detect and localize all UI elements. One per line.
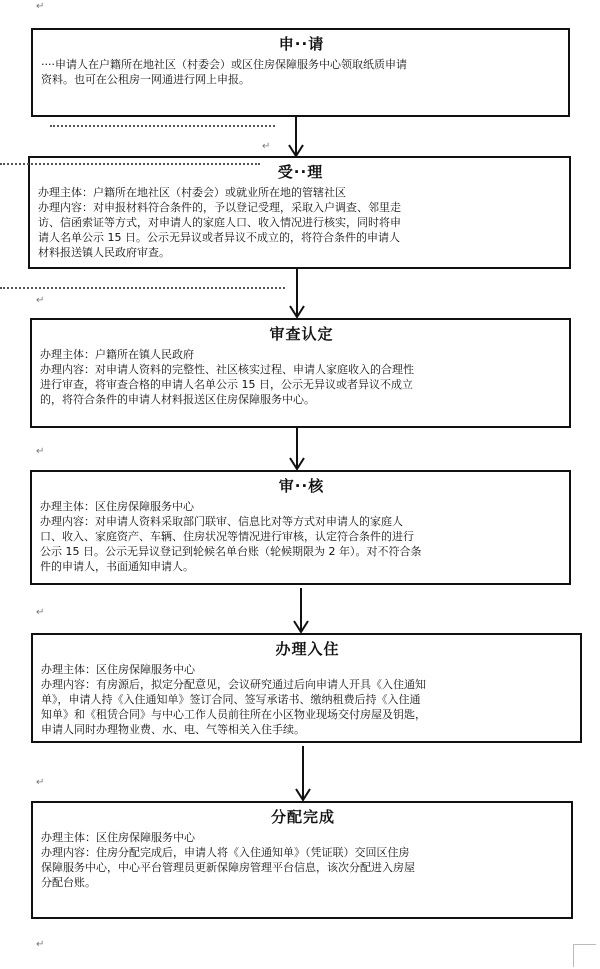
step-box-complete	[31, 801, 573, 919]
step-text-line: 办理主体：区住房保障服务中心	[41, 663, 195, 676]
down-arrow-icon	[288, 269, 306, 318]
step-text-line: 进行审查，将审查合格的申请人名单公示 15 日，公示无异议或者异议不成立	[40, 378, 413, 391]
step-text-line: 件的申请人，书面通知申请人。	[40, 560, 194, 573]
dotted-separator	[0, 163, 260, 165]
step-text-line: 分配台账。	[41, 876, 96, 889]
paragraph-mark-icon: ↵	[262, 141, 271, 152]
step-text-line: 请人名单公示 15 日。公示无异议或者异议不成立的，将符合条件的申请人	[38, 231, 400, 244]
step-title-apply: 申··请	[278, 35, 325, 53]
paragraph-mark-icon: ↵	[36, 1, 45, 12]
step-text-line: 资料。也可在公租房一网通进行网上申报。	[41, 73, 250, 86]
step-text-line: 材料报送镇人民政府审查。	[38, 246, 170, 259]
paragraph-mark-icon: ↵	[36, 607, 45, 618]
step-box-accept	[28, 156, 571, 269]
step-text-line: 办理内容：对申报材料符合条件的，予以登记受理，采取入户调查、邻里走	[38, 201, 401, 214]
down-arrow-icon	[292, 588, 310, 633]
step-text-line: 办理主体：户籍所在镇人民政府	[40, 348, 194, 361]
step-title-audit: 审··核	[278, 477, 325, 495]
step-text-line: 办理内容：对申请人资料采取部门联审、信息比对等方式对申请人的家庭人	[40, 515, 403, 528]
step-text-line: ····申请人在户籍所在地社区（村委会）或区住房保障服务中心领取纸质申请	[41, 58, 407, 71]
step-text-line: 办理主体：区住房保障服务中心	[40, 500, 194, 513]
paragraph-mark-icon: ↵	[36, 446, 45, 457]
step-box-apply	[31, 28, 570, 117]
step-title-complete: 分配完成	[270, 808, 335, 826]
step-text-line: 访、信函索证等方式，对申请人的家庭人口、收入情况进行核实，同时将申	[38, 216, 401, 229]
step-text-line: 口、收入、家庭资产、车辆、住房状况等情况进行审核，认定符合条件的进行	[40, 530, 414, 543]
paragraph-mark-icon: ↵	[36, 777, 45, 788]
step-text-line: 办理主体：区住房保障服务中心	[41, 831, 195, 844]
step-text-line: 公示 15 日。公示无异议登记到轮候名单台账（轮候期限为 2 年）。对不符合条	[40, 545, 422, 558]
step-text-line: 保障服务中心，中心平台管理员更新保障房管理平台信息，该次分配进入房屋	[41, 861, 415, 874]
step-text-line: 单》，申请人持《入住通知单》签订合同、签写承诺书、缴纳租费后持《入住通	[41, 693, 421, 706]
step-box-checkin	[31, 633, 582, 743]
step-text-line: 的，将符合条件的申请人材料报送区住房保障服务中心。	[40, 393, 315, 406]
step-text-line: 办理内容：有房源后，拟定分配意见，会议研究通过后向申请人开具《入住通知	[41, 678, 426, 691]
step-title-review: 审查认定	[269, 325, 334, 343]
down-arrow-icon	[288, 428, 306, 470]
step-text-line: 知单》和《租赁合同》与中心工作人员前往所在小区物业现场交付房屋及钥匙，	[41, 708, 426, 721]
paragraph-mark-icon: ↵	[36, 939, 45, 950]
dotted-separator	[50, 125, 275, 127]
paragraph-mark-icon: ↵	[36, 295, 45, 306]
step-text-line: 申请人同时办理物业费、水、电、气等相关入住手续。	[41, 723, 305, 736]
step-box-review	[30, 318, 571, 428]
dotted-separator	[0, 287, 285, 289]
step-text-line: 办理内容：住房分配完成后，申请人将《入住通知单》（凭证联）交回区住房	[41, 846, 410, 859]
step-title-checkin: 办理入住	[275, 640, 340, 658]
step-box-audit	[30, 470, 571, 585]
step-text-line: 办理内容：对申请人资料的完整性、社区核实过程、申请人家庭收入的合理性	[40, 363, 414, 376]
step-text-line: 办理主体：户籍所在地社区（村委会）或就业所在地的管辖社区	[38, 186, 346, 199]
down-arrow-icon	[294, 746, 312, 801]
page-corner-mark	[573, 944, 596, 967]
down-arrow-icon	[287, 117, 305, 157]
step-title-accept: 受··理	[277, 163, 324, 181]
